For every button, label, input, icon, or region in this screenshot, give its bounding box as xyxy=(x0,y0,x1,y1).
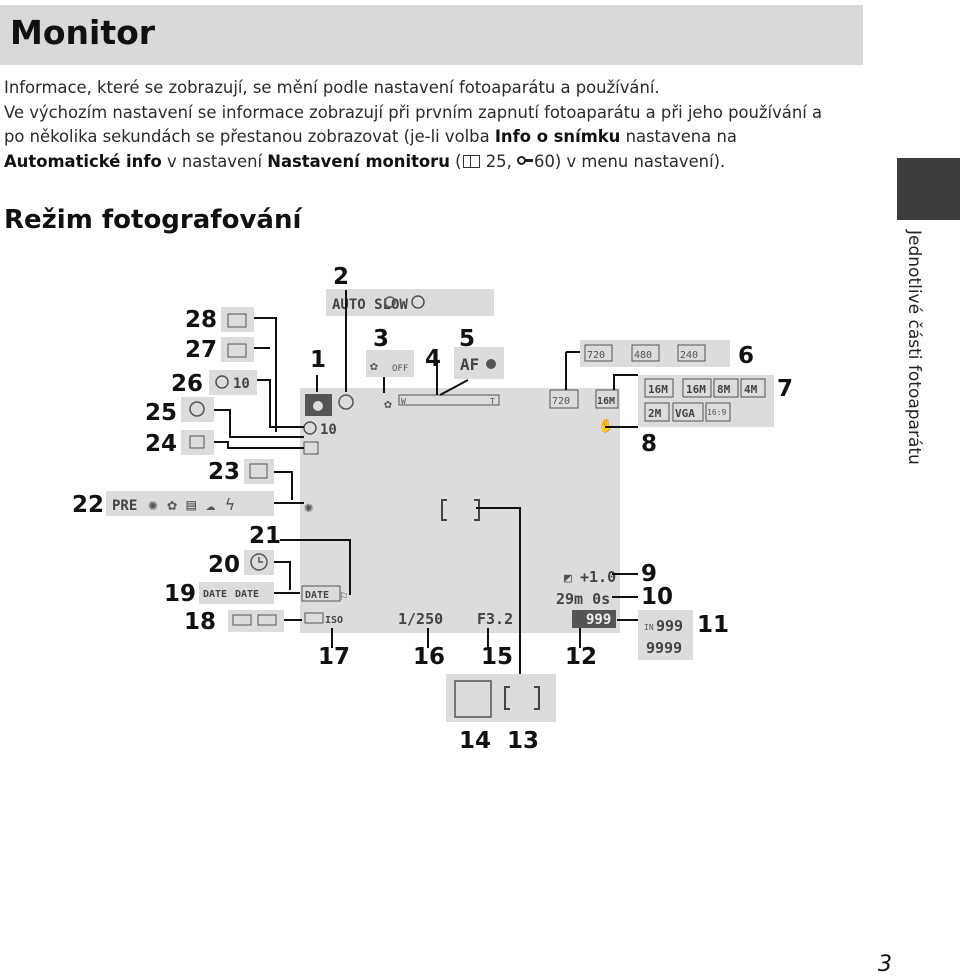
af-dot-icon xyxy=(486,359,496,369)
callout-12: 12 xyxy=(565,644,598,670)
page-number: 3 xyxy=(878,952,892,977)
macro-icon: ✿ xyxy=(370,359,378,374)
intro-line-1: Informace, které se zobrazují, se mění podle nastavení fotoaparátu a používání. xyxy=(4,78,660,97)
pre-text: PRE xyxy=(112,498,138,514)
intro-text: 60) v menu nastavení). xyxy=(534,151,726,171)
flash-modes-text: AUTO SLOW xyxy=(332,297,408,313)
intro-text: ( xyxy=(449,151,462,171)
shutter-speed-text: 1/250 xyxy=(398,610,444,628)
callout-19: 19 xyxy=(164,581,197,607)
self-timer-panel-text: 10 xyxy=(233,376,250,392)
callout-5: 5 xyxy=(459,326,476,352)
exposure-comp-icon: ◩ xyxy=(564,571,572,586)
travel-date-icon: ⚐ xyxy=(340,589,348,604)
callout-16: 16 xyxy=(413,644,446,670)
screen-wb-icon: ✺ xyxy=(304,498,314,516)
size-16m-text: 16M xyxy=(686,383,706,396)
iso-text: ISO xyxy=(325,615,344,626)
macro-screen-icon: ✿ xyxy=(384,397,392,412)
callout-6: 6 xyxy=(738,343,755,369)
callout-4: 4 xyxy=(425,346,442,372)
monitor-settings-option: Nastavení monitoru xyxy=(267,151,450,171)
size-4m-text: 4M xyxy=(744,383,758,396)
size-16-9-text: 16:9 xyxy=(707,408,727,417)
zoom-t-text: T xyxy=(490,397,495,406)
date-option-text: DATE xyxy=(203,589,228,600)
movie-720-text: 720 xyxy=(587,350,606,361)
intro-line-2: Ve výchozím nastavení se informace zobrazují při prvním zapnutí fotoaparátu a při jeho používání a xyxy=(4,102,823,122)
callout-1: 1 xyxy=(310,347,327,373)
callout-28: 28 xyxy=(185,307,218,333)
callout-3: 3 xyxy=(373,326,390,352)
intro-text: po několika sekundách se přestanou zobrazovat (je-li volba xyxy=(4,127,495,146)
internal-shots-text: 999 xyxy=(656,617,684,635)
callout-15: 15 xyxy=(481,644,514,670)
aperture-text: F3.2 xyxy=(477,610,514,628)
smile-timer-panel xyxy=(221,337,254,362)
section-title: Režim fotografování xyxy=(4,205,302,235)
movie-480-text: 480 xyxy=(634,350,653,361)
callout-13: 13 xyxy=(507,728,540,754)
callout-10: 10 xyxy=(641,584,674,610)
af-text: AF xyxy=(460,355,480,374)
white-balance-icons: ✺ ✿ ▤ ☁ ϟ xyxy=(148,495,235,514)
callout-27: 27 xyxy=(185,337,218,363)
size-vga-text: VGA xyxy=(675,407,695,420)
vibrance-panel xyxy=(244,459,274,484)
callout-24: 24 xyxy=(145,431,178,457)
info-option-name: Info o snímku xyxy=(494,127,621,146)
blink-panel xyxy=(181,397,214,422)
callout-2: 2 xyxy=(333,264,350,290)
size-2m-text: 2M xyxy=(648,407,662,420)
callout-7: 7 xyxy=(777,376,794,402)
screen-self-timer-text: 10 xyxy=(320,422,337,438)
callout-21: 21 xyxy=(249,523,282,549)
intro-text: 25, xyxy=(480,151,518,171)
callout-22: 22 xyxy=(72,492,105,518)
chapter-label-text: Jednotlivé části fotoaparátu xyxy=(904,230,924,465)
pet-mode-panel xyxy=(221,307,254,332)
movie-option-text: 720 xyxy=(552,396,571,407)
movie-240-text: 240 xyxy=(680,350,699,361)
size-8m-text: 8M xyxy=(717,383,731,396)
image-size-text: 16M xyxy=(597,396,616,407)
internal-memory-text: IN xyxy=(644,623,654,632)
continuous-panel xyxy=(181,430,214,455)
intro-text: nastavena na xyxy=(620,127,737,146)
callout-26: 26 xyxy=(171,371,204,397)
callout-17: 17 xyxy=(318,644,351,670)
shots-remaining-text: 999 xyxy=(586,612,612,628)
size-16m-star-text: 16M xyxy=(648,383,668,396)
callout-11: 11 xyxy=(697,612,730,638)
macro-off-text: OFF xyxy=(392,364,409,374)
callout-23: 23 xyxy=(208,459,241,485)
remaining-time-text: 29m 0s xyxy=(556,590,611,608)
callout-8: 8 xyxy=(641,431,658,457)
card-shots-text: 9999 xyxy=(646,639,683,657)
callout-14: 14 xyxy=(459,728,492,754)
callout-25: 25 xyxy=(145,400,178,426)
page-title: Monitor xyxy=(10,13,156,52)
camera-lens-icon xyxy=(313,401,323,411)
date-time-option-text: DATE xyxy=(235,589,260,600)
exposure-comp-text: +1.0 xyxy=(580,568,617,586)
intro-text: v nastavení xyxy=(161,151,268,171)
callout-18: 18 xyxy=(184,609,217,635)
callout-9: 9 xyxy=(641,561,658,587)
screen-date-text: DATE xyxy=(305,590,330,601)
zoom-w-text: W xyxy=(401,397,406,406)
auto-info-option: Automatické info xyxy=(4,151,162,171)
callout-20: 20 xyxy=(208,552,241,578)
vr-icon: ✋ xyxy=(598,419,615,434)
